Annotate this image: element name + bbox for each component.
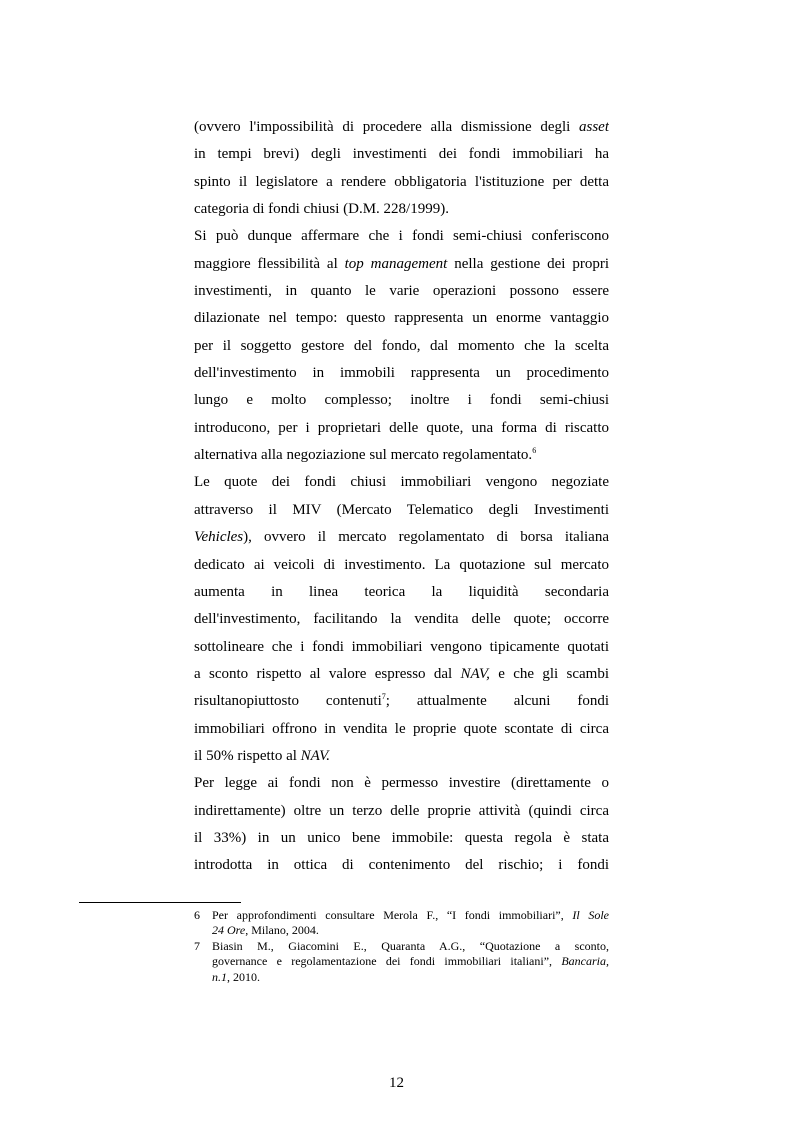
page-number: 12 xyxy=(389,1075,404,1091)
footnote-ref-7[interactable]: 7 xyxy=(381,692,386,702)
text-line: in tempi brevi) degli investimenti dei fondi immobiliari ha xyxy=(194,146,609,163)
footnote-ref-6[interactable]: 6 xyxy=(532,446,537,456)
text-line: Per legge ai fondi non è permesso investire (direttamente o xyxy=(194,775,609,792)
footnote-number: 6 xyxy=(194,908,200,922)
text-line: dell'investimento in immobili rappresenta un procedimento xyxy=(194,365,609,382)
text-line: categoria di fondi chiusi (D.M. 228/1999). xyxy=(194,201,449,218)
text-line: il 50% rispetto al NAV. xyxy=(194,747,331,764)
footnote-line: Per approfondimenti consultare Merola F., “I fondi immobiliari”, Il Sole xyxy=(212,908,609,922)
footnote-line: n.1, 2010. xyxy=(212,969,260,984)
footnote-line: governance e regolamentazione dei fondi immobiliari italiani”, Bancaria, xyxy=(212,954,609,969)
text-line: sottolineare che i fondi immobiliari vengono tipicamente quotati xyxy=(194,638,609,655)
footnote-separator xyxy=(79,902,241,903)
text-line: introdotta in ottica di contenimento del rischio; i fondi xyxy=(194,857,609,874)
footnote-line: Biasin M., Giacomini E., Quaranta A.G., “Quotazione a sconto, xyxy=(212,939,609,953)
text-line: Vehicles), ovvero il mercato regolamentato di borsa italiana xyxy=(194,529,609,546)
text-line: maggiore flessibilità al top management nella gestione dei propri xyxy=(194,255,609,272)
text-line: Le quote dei fondi chiusi immobiliari vengono negoziate xyxy=(194,474,609,491)
text-line: dedicato ai veicoli di investimento. La quotazione sul mercato xyxy=(194,556,609,573)
text-line: per il soggetto gestore del fondo, dal momento che la scelta xyxy=(194,337,609,354)
text-line: (ovvero l'impossibilità di procedere alla dismissione degli asset xyxy=(194,119,609,135)
text-line: spinto il legislatore a rendere obbligatoria l'istituzione per detta xyxy=(194,173,609,190)
text-line: aumenta in linea teorica la liquidità secondaria xyxy=(194,583,609,600)
text-line: alternativa alla negoziazione sul mercato regolamentato.$^6$ xyxy=(194,446,537,464)
text-line: il 33%) in un unico bene immobile: questa regola è stata xyxy=(194,829,609,846)
footnote-6 xyxy=(194,908,609,939)
text-line: immobiliari offrono in vendita le proprie quote scontate di circa xyxy=(194,720,609,737)
text-line: indirettamente) oltre un terzo delle proprie attività (quindi circa xyxy=(194,802,609,819)
body-text xyxy=(194,114,609,880)
text-line: dell'investimento, facilitando la vendita delle quote; occorre xyxy=(194,611,609,628)
footnote-7 xyxy=(194,939,609,985)
footnote-line: 24 Ore, Milano, 2004. xyxy=(212,923,319,938)
footnote-number: 7 xyxy=(194,939,200,953)
text-line: risultanopiuttosto contenuti$^7$; attualmente alcuni fondi xyxy=(194,692,609,710)
text-line: a sconto rispetto al valore espresso dal NAV, e che gli scambi xyxy=(194,665,609,682)
text-line: attraverso il MIV (Mercato Telematico degli Investimenti xyxy=(194,501,609,518)
text-line: Si può dunque affermare che i fondi semi-chiusi conferiscono xyxy=(194,228,609,245)
text-line: introducono, per i proprietari delle quote, una forma di riscatto xyxy=(194,419,609,436)
text-line: dilazionate nel tempo: questo rappresenta un enorme vantaggio xyxy=(194,310,609,327)
text-line: lungo e molto complesso; inoltre i fondi semi-chiusi xyxy=(194,392,609,409)
text-line: investimenti, in quanto le varie operazioni possono essere xyxy=(194,283,609,300)
